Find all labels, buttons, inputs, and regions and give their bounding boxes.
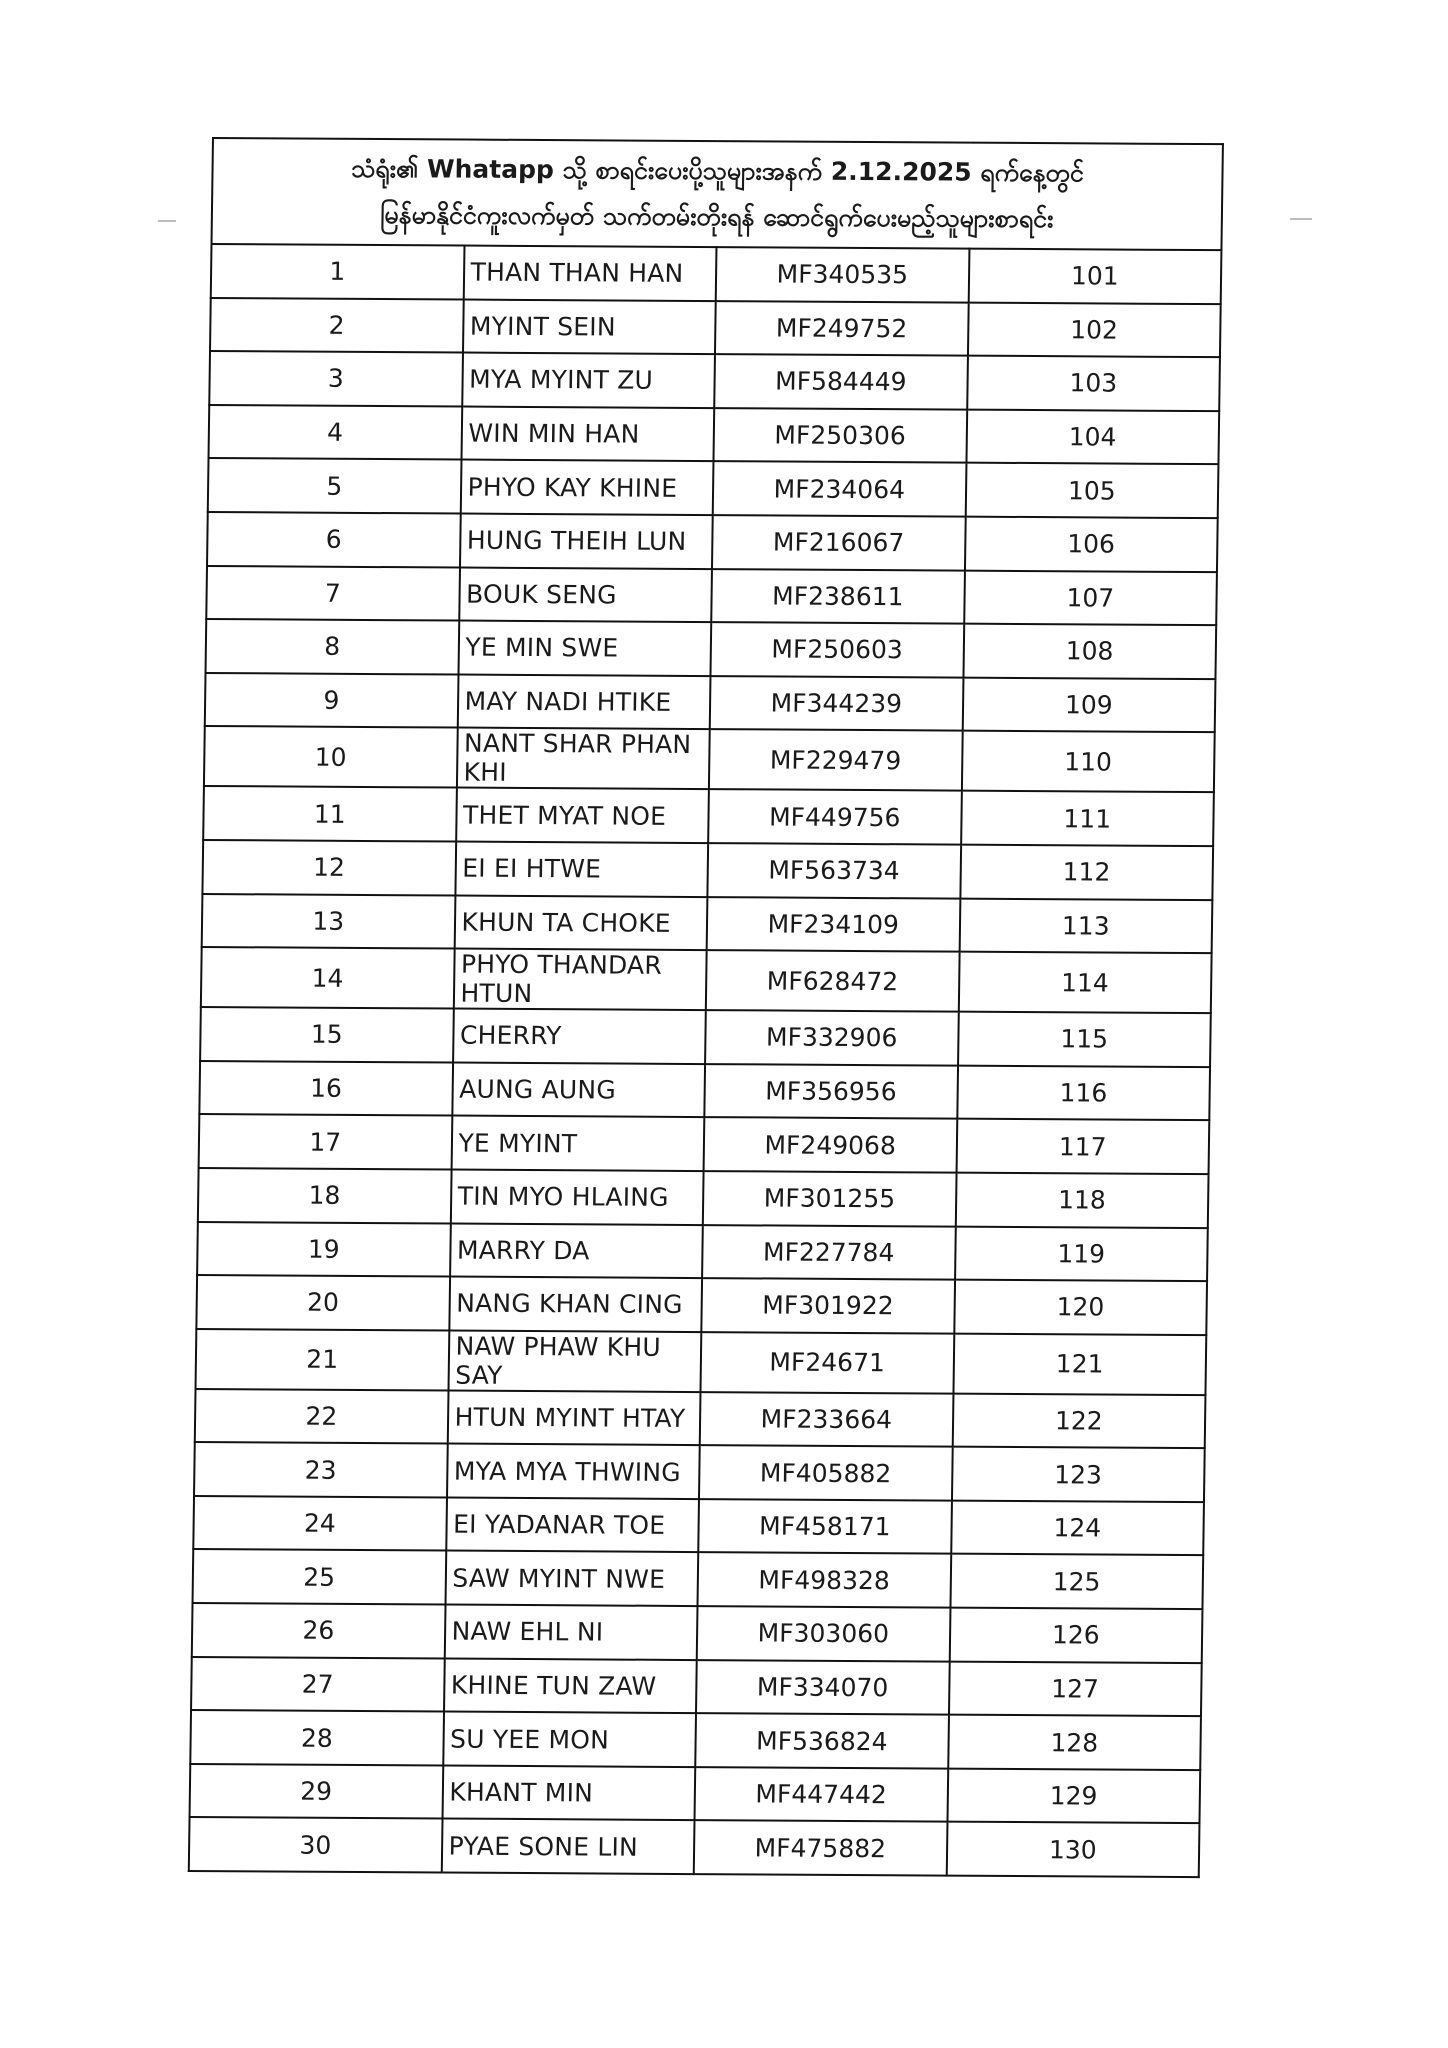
queue-number: 121: [953, 1333, 1206, 1395]
person-name: MYA MYINT ZU: [462, 353, 715, 408]
person-name: PHYO THANDAR HTUN: [453, 949, 706, 1011]
queue-number: 129: [947, 1768, 1200, 1823]
person-name: SAW MYINT NWE: [445, 1551, 698, 1606]
row-number: 29: [190, 1764, 443, 1819]
passport-number: MF334070: [696, 1660, 949, 1715]
row-number: 26: [192, 1603, 445, 1658]
row-number: 15: [200, 1007, 453, 1062]
table-row: [189, 1817, 1200, 1877]
person-name: MYA MYA THWING: [447, 1444, 700, 1499]
person-name: PHYO KAY KHINE: [460, 460, 713, 515]
row-number: 9: [205, 673, 458, 728]
person-name: YE MYINT: [451, 1116, 704, 1171]
passport-number: MF216067: [712, 515, 965, 570]
queue-number: 120: [954, 1280, 1207, 1335]
person-name: MARRY DA: [450, 1223, 703, 1278]
table-title: [212, 138, 1223, 250]
passport-number: MF234064: [713, 461, 966, 516]
passport-number: MF227784: [702, 1225, 955, 1280]
row-number: 18: [198, 1168, 451, 1223]
row-number: 17: [199, 1114, 452, 1169]
table-row: [199, 1114, 1210, 1174]
row-number: 5: [208, 458, 461, 513]
person-name: MAY NADI HTIKE: [457, 674, 710, 729]
queue-number: 110: [961, 731, 1214, 793]
table-row: [203, 786, 1214, 846]
table-row: [197, 1221, 1208, 1281]
row-number: 8: [206, 619, 459, 674]
person-name: HUNG THEIH LUN: [459, 514, 712, 569]
passport-number: MF447442: [695, 1767, 948, 1822]
title-line-2: မြန်မာနိုင်ငံကူးလက်မှတ် သက်တမ်းတိုးရန် ဆောင်ရွက်ပေးမည့်သူများစာရင်း: [380, 200, 1054, 234]
queue-number: 103: [967, 356, 1220, 411]
table-row: [193, 1549, 1204, 1609]
queue-number: 122: [952, 1393, 1205, 1448]
queue-number: 108: [963, 624, 1216, 679]
queue-number: 113: [959, 898, 1212, 953]
table-row: [195, 1389, 1206, 1449]
row-number: 11: [203, 786, 456, 841]
row-number: 4: [209, 405, 462, 460]
queue-number: 114: [958, 952, 1211, 1014]
queue-number: 124: [951, 1500, 1204, 1555]
queue-number: 107: [964, 570, 1217, 625]
queue-number: 123: [951, 1447, 1204, 1502]
queue-number: 102: [967, 302, 1220, 357]
queue-number: 126: [949, 1608, 1202, 1663]
person-name: NAW PHAW KHU SAY: [448, 1330, 701, 1392]
appointment-table: [188, 137, 1224, 1878]
row-number: 27: [191, 1657, 444, 1712]
passport-number: MF405882: [699, 1445, 952, 1500]
table-row: [205, 673, 1216, 733]
table-title-row: [212, 138, 1223, 250]
queue-number: 118: [955, 1173, 1208, 1228]
table-row: [198, 1168, 1209, 1228]
passport-number: MF250603: [710, 622, 963, 677]
passport-number: MF249752: [715, 301, 968, 356]
person-name: MYINT SEIN: [462, 299, 715, 354]
queue-number: 125: [950, 1554, 1203, 1609]
table-row: [199, 1061, 1210, 1121]
passport-number: MF458171: [698, 1499, 951, 1554]
passport-number: MF536824: [695, 1713, 948, 1768]
queue-number: 104: [966, 409, 1219, 464]
queue-number: 130: [946, 1822, 1199, 1877]
row-number: 7: [206, 566, 459, 621]
table-row: [192, 1603, 1203, 1663]
table-row: [191, 1657, 1202, 1717]
table-row: [202, 840, 1213, 900]
table-row: [202, 894, 1213, 954]
row-number: 10: [204, 726, 457, 788]
row-number: 23: [194, 1442, 447, 1497]
row-number: 22: [195, 1389, 448, 1444]
passport-number: MF340535: [716, 247, 969, 302]
table-row: [210, 298, 1221, 358]
passport-number: MF628472: [706, 950, 959, 1012]
person-name: NANT SHAR PHAN KHI: [456, 728, 709, 790]
row-number: 21: [196, 1329, 449, 1391]
row-number: 20: [196, 1275, 449, 1330]
person-name: KHINE TUN ZAW: [444, 1658, 697, 1713]
person-name: YE MIN SWE: [458, 621, 711, 676]
queue-number: 112: [960, 845, 1213, 900]
person-name: EI YADANAR TOE: [446, 1497, 699, 1552]
queue-number: 109: [962, 677, 1215, 732]
passport-number: MF24671: [700, 1332, 953, 1394]
queue-number: 119: [955, 1226, 1208, 1281]
table-row: [190, 1764, 1201, 1824]
table-row: [201, 947, 1212, 1013]
row-number: 2: [210, 298, 463, 353]
queue-number: 115: [958, 1012, 1211, 1067]
queue-number: 101: [968, 249, 1221, 304]
person-name: AUNG AUNG: [452, 1062, 705, 1117]
passport-number: MF301255: [703, 1171, 956, 1226]
passport-number: MF249068: [704, 1117, 957, 1172]
row-number: 30: [189, 1817, 442, 1872]
table-row: [209, 405, 1220, 465]
table-row: [193, 1496, 1204, 1556]
person-name: SU YEE MON: [443, 1712, 696, 1767]
table-row: [196, 1275, 1207, 1335]
person-name: THET MYAT NOE: [456, 788, 709, 843]
table-row: [196, 1329, 1207, 1395]
appointment-list-sheet: [188, 137, 1224, 1878]
passport-number: MF584449: [714, 354, 967, 409]
row-number: 16: [199, 1061, 452, 1116]
title-line-1: သံရုံး၏ Whatapp သို့ စာရင်းပေးပို့သူများအနက် 2.12.2025 ရက်နေ့တွင်: [351, 153, 1085, 188]
passport-number: MF498328: [697, 1553, 950, 1608]
person-name: KHANT MIN: [442, 1765, 695, 1820]
queue-number: 117: [956, 1119, 1209, 1174]
person-name: EI EI HTWE: [455, 841, 708, 896]
table-row: [207, 512, 1218, 572]
scan-artifact-left: [158, 220, 176, 222]
person-name: WIN MIN HAN: [461, 406, 714, 461]
row-number: 24: [193, 1496, 446, 1551]
passport-number: MF238611: [711, 569, 964, 624]
passport-number: MF563734: [707, 843, 960, 898]
row-number: 6: [207, 512, 460, 567]
person-name: KHUN TA CHOKE: [454, 895, 707, 950]
queue-number: 127: [948, 1661, 1201, 1716]
queue-number: 128: [948, 1715, 1201, 1770]
row-number: 13: [202, 894, 455, 949]
passport-number: MF250306: [713, 408, 966, 463]
passport-number: MF234109: [707, 897, 960, 952]
person-name: CHERRY: [453, 1009, 706, 1064]
queue-number: 111: [961, 791, 1214, 846]
person-name: TIN MYO HLAING: [450, 1169, 703, 1224]
table-row: [209, 351, 1220, 411]
table-row: [208, 458, 1219, 518]
scan-artifact-right: [1290, 218, 1312, 220]
person-name: BOUK SENG: [459, 567, 712, 622]
row-number: 1: [211, 244, 464, 299]
passport-number: MF449756: [708, 789, 961, 844]
passport-number: MF301922: [701, 1278, 954, 1333]
person-name: NANG KHAN CING: [449, 1277, 702, 1332]
passport-number: MF356956: [704, 1064, 957, 1119]
person-name: THAN THAN HAN: [463, 246, 716, 301]
queue-number: 116: [957, 1065, 1210, 1120]
passport-number: MF344239: [710, 676, 963, 731]
row-number: 12: [202, 840, 455, 895]
passport-number: MF332906: [705, 1010, 958, 1065]
table-row: [206, 619, 1217, 679]
row-number: 25: [193, 1549, 446, 1604]
row-number: 3: [209, 351, 462, 406]
person-name: PYAE SONE LIN: [441, 1819, 694, 1874]
person-name: NAW EHL NI: [444, 1605, 697, 1660]
queue-number: 105: [965, 463, 1218, 518]
passport-number: MF303060: [697, 1606, 950, 1661]
row-number: 19: [197, 1221, 450, 1276]
person-name: HTUN MYINT HTAY: [447, 1390, 700, 1445]
table-row: [200, 1007, 1211, 1067]
passport-number: MF233664: [700, 1392, 953, 1447]
passport-number: MF229479: [709, 729, 962, 791]
table-row: [211, 244, 1222, 304]
row-number: 28: [190, 1710, 443, 1765]
queue-number: 106: [964, 517, 1217, 572]
table-row: [206, 566, 1217, 626]
table-body: [189, 244, 1222, 1877]
table-row: [204, 726, 1215, 792]
table-row: [190, 1710, 1201, 1770]
table-row: [194, 1442, 1205, 1502]
passport-number: MF475882: [694, 1820, 947, 1875]
row-number: 14: [201, 947, 454, 1009]
